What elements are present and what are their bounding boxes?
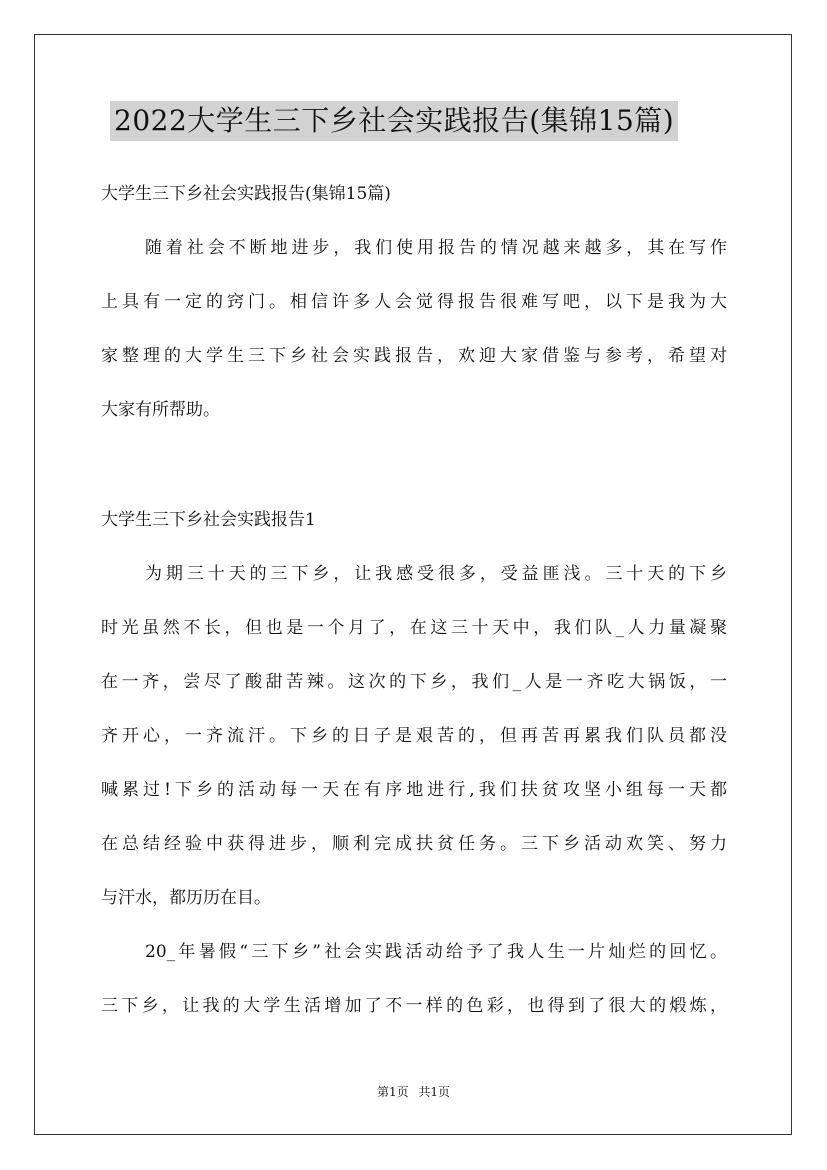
page-number: 第1页	[376, 1085, 409, 1099]
document-title: 2022大学生三下乡社会实践报告(集锦15篇)	[110, 101, 678, 141]
paragraph-line: 齐开心，一齐流汗。下乡的日子是艰苦的，但再苦再累我们队员都没	[101, 726, 727, 746]
paragraph-line: 20_年暑假“三下乡”社会实践活动给予了我人生一片灿烂的回忆。	[145, 942, 727, 962]
paragraph-line: 在一齐，尝尽了酸甜苦辣。这次的下乡，我们_人是一齐吃大锅饭，一	[101, 672, 727, 692]
intro-line: 大家有所帮助。	[101, 400, 220, 420]
intro-line: 家整理的大学生三下乡社会实践报告，欢迎大家借鉴与参考，希望对	[101, 346, 727, 366]
document-subtitle: 大学生三下乡社会实践报告(集锦15篇)	[101, 184, 391, 204]
paragraph-line: 在总结经验中获得进步，顺利完成扶贫任务。三下乡活动欢笑、努力	[101, 834, 727, 854]
intro-line: 随着社会不断地进步，我们使用报告的情况越来越多，其在写作	[145, 238, 727, 258]
paragraph-line: 与汗水，都历历在目。	[101, 888, 271, 908]
page-total: 共1页	[418, 1085, 451, 1099]
paragraph-line: 为期三十天的三下乡，让我感受很多，受益匪浅。三十天的下乡	[145, 564, 727, 584]
page-footer	[0, 1084, 827, 1100]
paragraph-line: 时光虽然不长，但也是一个月了，在这三十天中，我们队_人力量凝聚	[101, 618, 727, 638]
section-heading: 大学生三下乡社会实践报告1	[101, 510, 316, 530]
paragraph-line: 喊累过!下乡的活动每一天在有序地进行,我们扶贫攻坚小组每一天都	[101, 780, 727, 800]
paragraph-line: 三下乡，让我的大学生活增加了不一样的色彩，也得到了很大的煅炼，	[101, 996, 727, 1016]
intro-line: 上具有一定的窍门。相信许多人会觉得报告很难写吧，以下是我为大	[101, 292, 727, 312]
